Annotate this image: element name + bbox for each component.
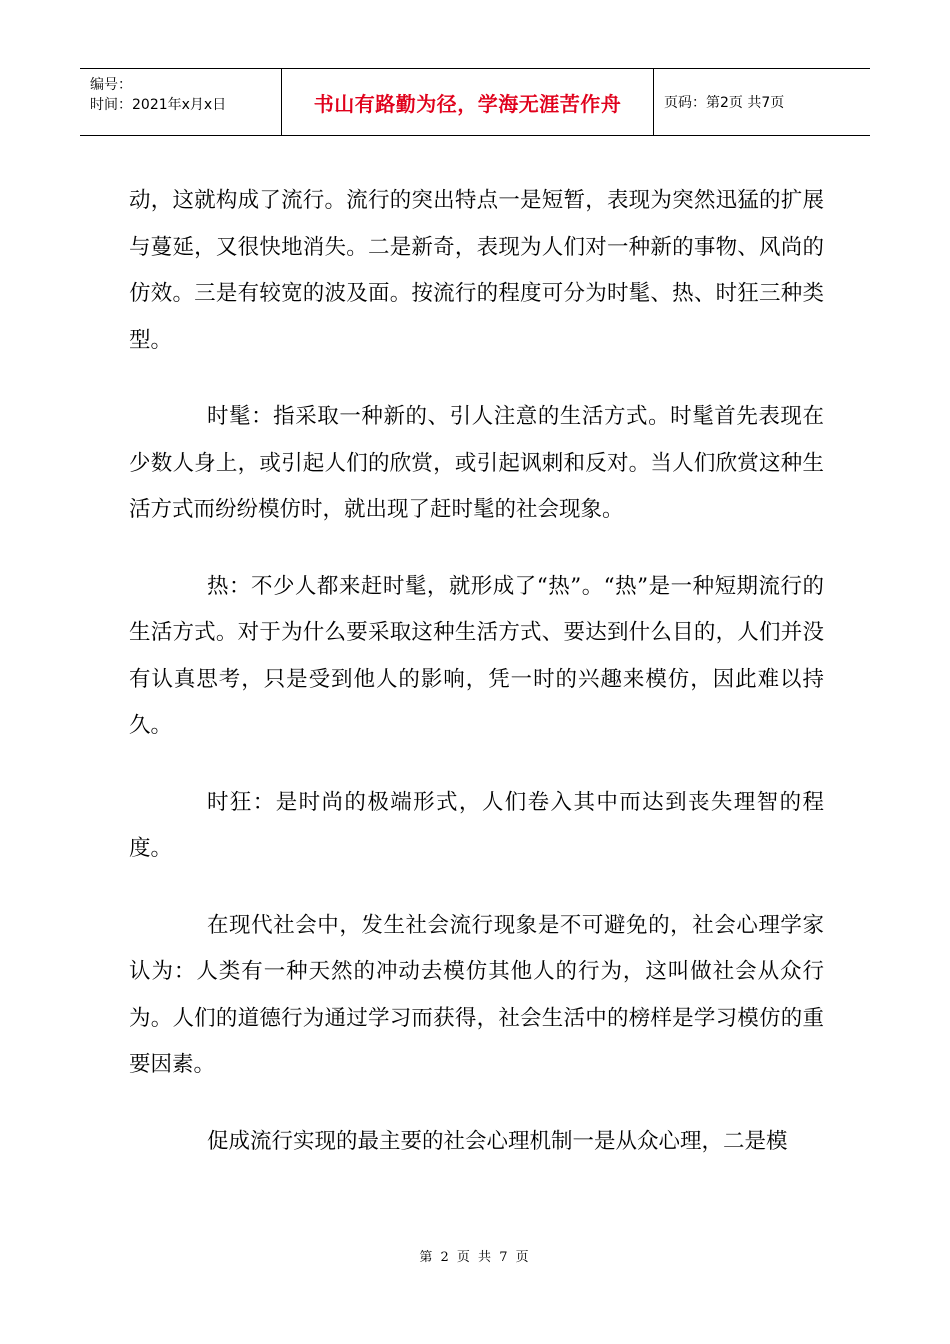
paragraph: 热：不少人都来赶时髦，就形成了“热”。“热”是一种短期流行的生活方式。对于为什么要采取这种生活方式、要达到什么目的，人们并没有认真思考，只是受到他人的影响，凭一时的兴趣来模仿，因此难以持久。 (129, 573, 824, 738)
page-header (80, 68, 870, 136)
header-meta (80, 69, 282, 135)
paragraph: 在现代社会中，发生社会流行现象是不可避免的，社会心理学家认为：人类有一种天然的冲动去模仿其他人的行为，这叫做社会从众行为。人们的道德行为通过学习而获得，社会生活中的榜样是学习模仿的重要因素。 (129, 912, 824, 1077)
document-body (129, 178, 824, 1195)
paragraph: 时狂：是时尚的极端形式，人们卷入其中而达到丧失理智的程度。 (129, 789, 824, 861)
paragraph: 时髦：指采取一种新的、引人注意的生活方式。时髦首先表现在少数人身上，或引起人们的欣赏，或引起讽刺和反对。当人们欣赏这种生活方式而纷纷模仿时，就出现了赶时髦的社会现象。 (129, 404, 824, 522)
document-number-label: 编号： (90, 77, 132, 93)
header-motto: 书山有路勤为径，学海无涯苦作舟 (282, 69, 654, 135)
page-footer: 第 2 页 共 7 页 (419, 1250, 531, 1265)
header-page-info: 页码：第2页 共7页 (664, 95, 785, 111)
paragraph: 动，这就构成了流行。流行的突出特点一是短暂，表现为突然迅猛的扩展与蔓延，又很快地消失。二是新奇，表现为人们对一种新的事物、风尚的仿效。三是有较宽的波及面。按流行的程度可分为时髦、热、时狂三种类型。 (129, 188, 824, 353)
document-date: 时间：2021年x月x日 (90, 97, 227, 113)
paragraph: 促成流行实现的最主要的社会心理机制一是从众心理，二是模 (207, 1128, 788, 1154)
